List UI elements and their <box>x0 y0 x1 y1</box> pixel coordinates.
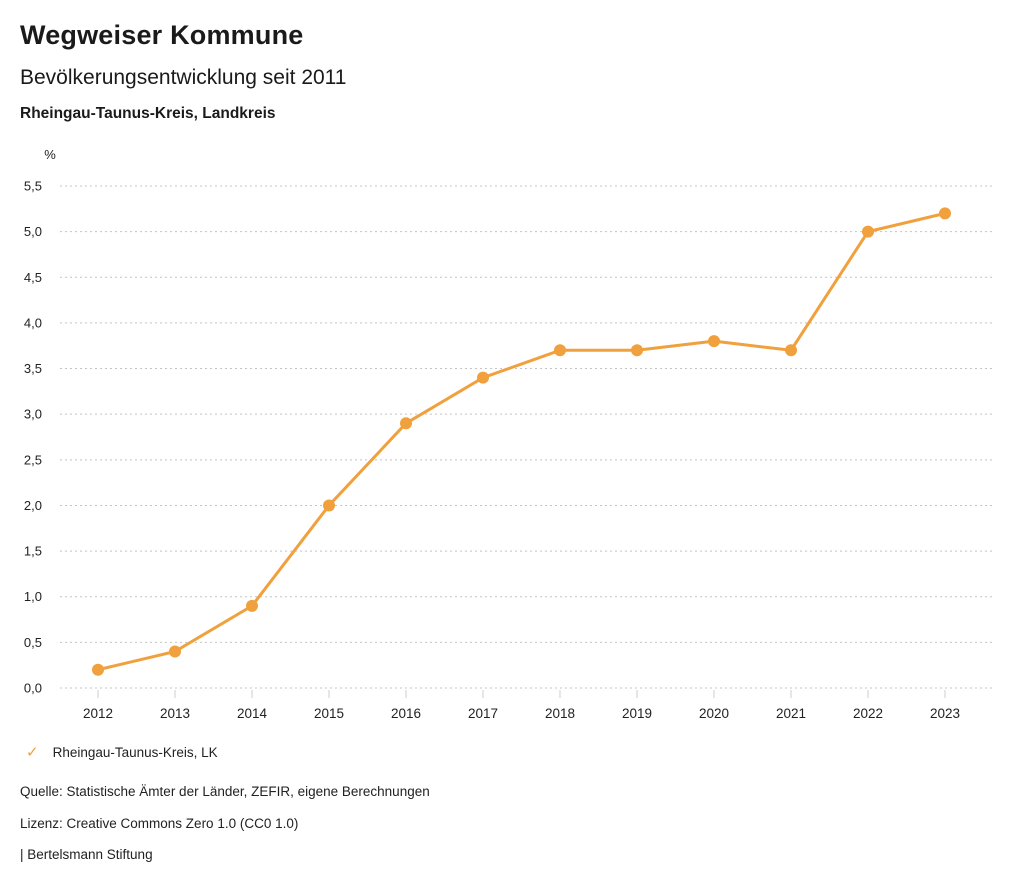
x-axis-label: 2012 <box>82 706 114 721</box>
y-axis-label: 5,0 <box>23 224 42 240</box>
y-axis-label: 0,0 <box>23 680 42 696</box>
data-point-2020[interactable] <box>708 335 720 347</box>
x-axis-label: 2017 <box>467 706 499 721</box>
data-point-2013[interactable] <box>169 645 181 657</box>
data-point-2017[interactable] <box>477 372 489 384</box>
x-axis-label: 2014 <box>236 706 268 721</box>
data-point-2018[interactable] <box>554 344 566 356</box>
data-point-2019[interactable] <box>631 344 643 356</box>
series-line <box>98 213 945 669</box>
data-point-2016[interactable] <box>400 417 412 429</box>
y-axis-label: 2,0 <box>23 497 42 513</box>
source-text: Quelle: Statistische Ämter der Länder, ZEFIR, eigene Berechnungen <box>20 784 430 799</box>
x-axis-label: 2015 <box>313 706 345 721</box>
y-axis-label: 3,0 <box>23 406 42 422</box>
chart-region-subtitle: Rheingau-Taunus-Kreis, Landkreis <box>20 105 276 122</box>
x-axis-label: 2019 <box>621 706 653 721</box>
data-point-2015[interactable] <box>323 499 335 511</box>
y-axis-label: 1,5 <box>23 543 42 559</box>
x-axis-label: 2013 <box>159 706 191 721</box>
y-axis-label: 1,0 <box>23 589 42 605</box>
data-point-2023[interactable] <box>939 207 951 219</box>
legend-label: Rheingau-Taunus-Kreis, LK <box>52 745 218 760</box>
y-axis-label: 0,5 <box>23 634 42 650</box>
y-axis-label: 2,5 <box>23 452 42 468</box>
data-point-2014[interactable] <box>246 600 258 612</box>
attribution-text: | Bertelsmann Stiftung <box>20 847 153 862</box>
chart-title: Bevölkerungsentwicklung seit 2011 <box>20 66 347 89</box>
license-text: Lizenz: Creative Commons Zero 1.0 (CC0 1.0) <box>20 816 299 831</box>
legend-item[interactable] <box>26 745 218 760</box>
x-axis-label: 2023 <box>929 706 961 721</box>
y-axis-label: 4,0 <box>23 315 42 331</box>
app-title: Wegweiser Kommune <box>20 20 304 50</box>
y-axis-unit-label: % <box>44 147 56 162</box>
x-axis-label: 2022 <box>852 706 884 721</box>
y-axis-label: 3,5 <box>23 361 42 377</box>
data-point-2022[interactable] <box>862 226 874 238</box>
x-axis-label: 2020 <box>698 706 730 721</box>
data-point-2012[interactable] <box>92 664 104 676</box>
x-axis-label: 2018 <box>544 706 576 721</box>
legend-check-icon: ✓ <box>26 744 39 761</box>
x-axis-label: 2021 <box>775 706 807 721</box>
y-axis-label: 5,5 <box>23 178 42 194</box>
data-point-2021[interactable] <box>785 344 797 356</box>
x-axis-label: 2016 <box>390 706 422 721</box>
y-axis-label: 4,5 <box>23 269 42 285</box>
